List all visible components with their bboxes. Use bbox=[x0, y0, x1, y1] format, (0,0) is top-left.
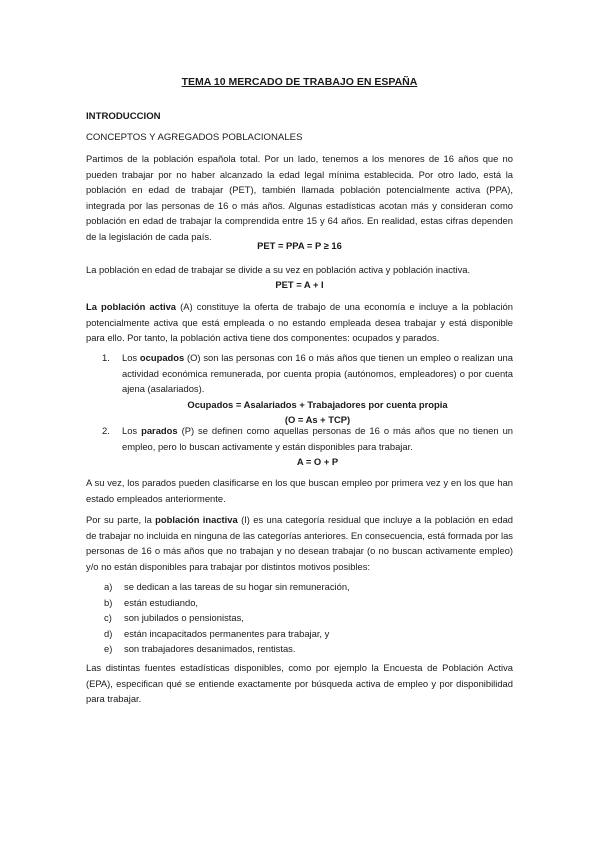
list-item-ocupados bbox=[104, 350, 513, 428]
paragraph-4: A su vez, los parados pueden clasificarse en los que buscan empleo por primera vez y en los que han estado empleados anteriormente. bbox=[86, 477, 513, 504]
formula-ocupados-abbr: (O = As + TCP) bbox=[284, 414, 351, 426]
paragraph-2: La población en edad de trabajar se divide a su vez en población activa y población inactiva. bbox=[86, 264, 471, 275]
text-rest: (O) son las personas con 16 o más años que tienen un empleo o realizan una actividad económica remunerada, por cuenta propia (autónomos, empleadores) o por cuenta ajena (asalariados). bbox=[122, 352, 513, 395]
list-text: se dedican a las tareas de su hogar sin remuneración, bbox=[124, 581, 350, 592]
list-item bbox=[104, 626, 513, 642]
paragraph-5-pre: Por su parte, la bbox=[86, 514, 156, 525]
list-item-text bbox=[122, 423, 513, 454]
list-key: e) bbox=[104, 643, 113, 655]
formula-pet-a-i: PET = A + I bbox=[275, 279, 324, 290]
list-key: b) bbox=[104, 596, 113, 608]
list-key: d) bbox=[104, 627, 113, 639]
document-title: TEMA 10 MERCADO DE TRABAJO EN ESPAÑA bbox=[181, 76, 418, 88]
paragraph-5 bbox=[86, 512, 513, 574]
list-item bbox=[104, 641, 513, 657]
list-text: son jubilados o pensionistas, bbox=[124, 612, 244, 624]
list-item bbox=[104, 595, 513, 611]
paragraph-3-text: (A) constituye la oferta de trabajo de una economía e incluye a la población potencialmente activa que está empleada o no estando empleada desea trabajar y está disponible para ello. Por tanto, la población activa tiene dos componentes: ocupados y parados. bbox=[86, 301, 513, 344]
section-heading: INTRODUCCION bbox=[86, 111, 161, 122]
list-key: a) bbox=[104, 581, 113, 592]
term-poblacion-inactiva: población inactiva bbox=[155, 514, 238, 525]
section-subheading: CONCEPTOS Y AGREGADOS POBLACIONALES bbox=[86, 132, 303, 143]
paragraph-1: Partimos de la población española total. Por un lado, tenemos a los menores de 16 años que no pueden trabajar por no haber alcanzado la edad legal mínima establecida. Por otro lado, está la población en edad de trabajar (PET), también llamada población potencialmente activa (PPA), integrada por las personas de 16 o más años. Algunas estadísticas acotan más y consideran como población en edad de trabajar la comprendida entre 15 y 64 años. En realidad, estas cifras dependen de la legislación de cada país. bbox=[86, 153, 513, 242]
paragraph-6: Las distintas fuentes estadísticas disponibles, como por ejemplo la Encuesta de Población Activa (EPA), especifican qué se entiende exactamente por búsqueda activa de empleo y por disponibilidad para trabajar. bbox=[86, 662, 513, 705]
text-pre: Los bbox=[122, 352, 140, 363]
list-number: 2. bbox=[102, 425, 110, 436]
list-item bbox=[104, 610, 513, 626]
paragraph-3 bbox=[86, 299, 513, 346]
text-pre: Los bbox=[122, 425, 142, 436]
text-rest: (P) se definen como aquellas personas de 16 o más años que no tienen un empleo, pero lo buscan activamente y están disponibles para trabajar. bbox=[122, 425, 513, 452]
list-item-text bbox=[122, 350, 513, 397]
list-text: están estudiando, bbox=[124, 596, 199, 608]
list-item-parados bbox=[104, 423, 513, 470]
term-ocupados: ocupados bbox=[139, 352, 185, 363]
list-key: c) bbox=[104, 612, 112, 624]
formula-pet-ppa: PET = PPA = P ≥ 16 bbox=[257, 240, 342, 251]
term-poblacion-activa: La población activa bbox=[86, 301, 177, 312]
formula-a-o-p: A = O + P bbox=[296, 456, 339, 468]
list-item bbox=[104, 579, 513, 595]
list-text: están incapacitados permanentes para trabajar, y bbox=[124, 627, 330, 639]
formula-ocupados: Ocupados = Asalariados + Trabajadores por cuenta propia bbox=[187, 398, 448, 410]
list-number: 1. bbox=[102, 352, 110, 363]
term-parados: parados bbox=[141, 425, 178, 436]
reasons-list bbox=[104, 579, 513, 657]
list-text: son trabajadores desanimados, rentistas. bbox=[124, 643, 296, 655]
paragraph-5-text: (I) es una categoría residual que incluye a la población en edad de trabajar no incluida en ninguna de las categorías anteriores. En consecuencia, está formada por las personas de 16 o más años que no trabajan y no desean trabajar (o no buscan activamente empleo) y/o no están disponibles para trabajar por distintos motivos posibles: bbox=[86, 514, 513, 572]
